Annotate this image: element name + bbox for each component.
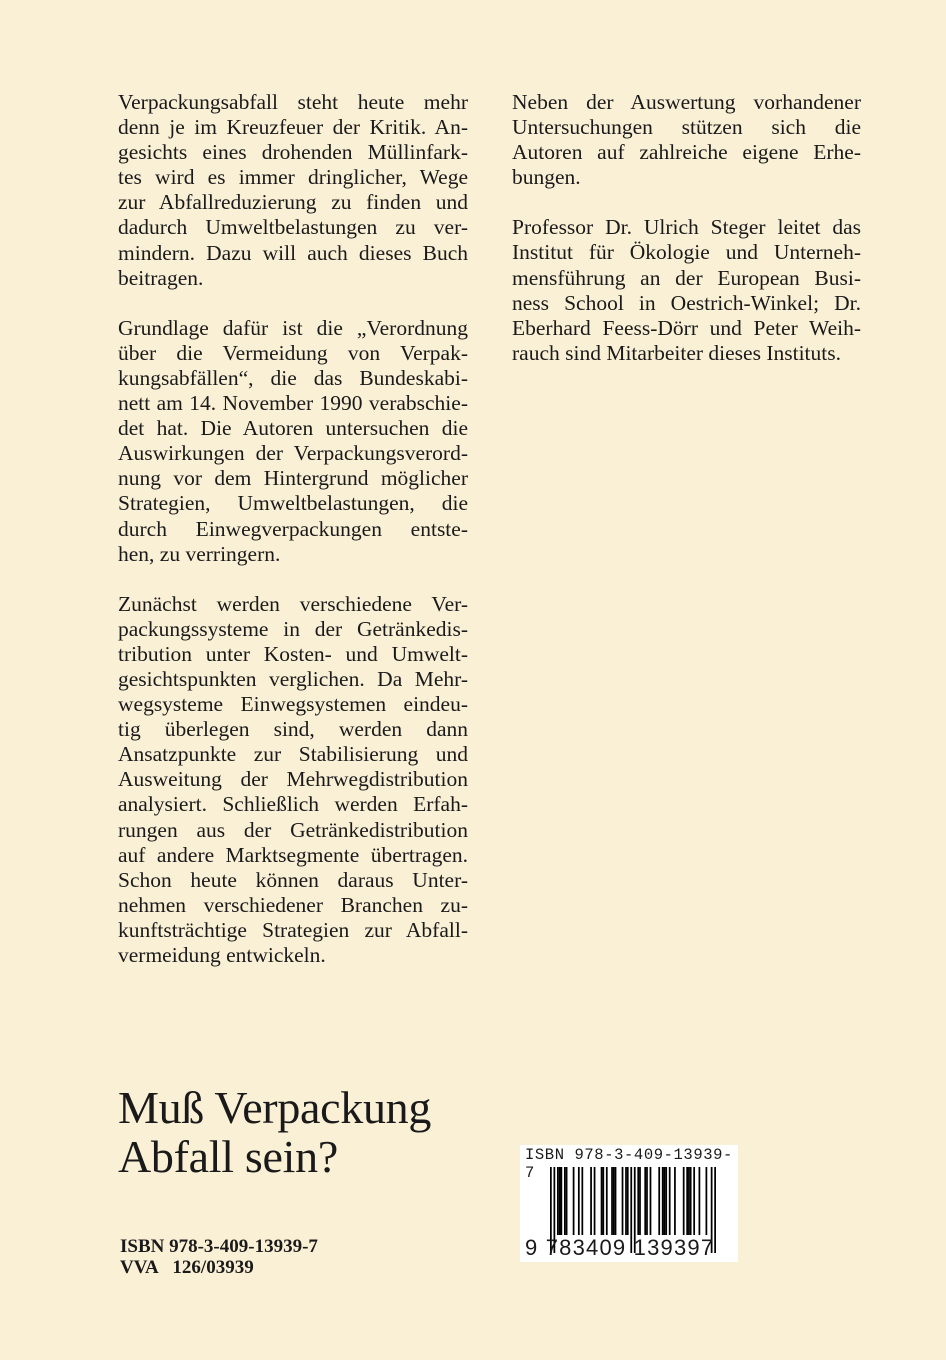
barcode-bar	[602, 1167, 604, 1235]
text-line: analysiert. Schließlich werden Erfah-	[118, 792, 468, 817]
text-line: Zunächst werden verschiedene Ver-	[118, 591, 468, 616]
paragraph	[118, 316, 468, 567]
paragraph	[118, 90, 468, 291]
paragraph	[512, 215, 861, 366]
barcode-bar	[590, 1167, 592, 1235]
barcode-bar	[559, 1167, 561, 1235]
text-line: zur Abfallreduzierung zu finden und	[118, 190, 468, 215]
text-line: auf andere Marktsegmente übertragen.	[118, 842, 468, 867]
text-line: rauch sind Mitarbeiter dieses Instituts.	[512, 340, 841, 365]
text-line: Ausweitung der Mehrwegdistribution	[118, 767, 468, 792]
isbn-barcode	[520, 1145, 738, 1262]
barcode-bar	[706, 1167, 708, 1235]
text-line: Eberhard Feess-Dörr und Peter Weih-	[512, 315, 861, 340]
barcode-bar	[664, 1167, 666, 1235]
book-title	[118, 1083, 431, 1181]
barcode-bar	[564, 1167, 566, 1235]
text-line: dadurch Umweltbelastungen zu ver-	[118, 215, 468, 240]
text-line: Autoren auf zahlreiche eigene Erhe-	[512, 140, 861, 165]
text-line: kungsabfällen“, die das Bundeskabi-	[118, 365, 468, 390]
text-line: mindern. Dazu will auch dieses Buch	[118, 240, 468, 265]
left-column	[118, 90, 468, 993]
barcode-bar	[560, 1167, 562, 1235]
barcode-bar	[615, 1167, 617, 1235]
text-line: Auswirkungen der Verpackungsverord-	[118, 441, 468, 466]
text-line: Grundlage dafür ist die „Verordnung	[118, 315, 468, 340]
vva-text: VVA 126/03939	[120, 1257, 254, 1278]
text-line: gesichtspunkten verglichen. Da Mehr-	[118, 666, 468, 691]
barcode-bar	[581, 1167, 583, 1235]
text-line: gesichts eines drohenden Müllinfark-	[118, 140, 468, 165]
barcode-bar	[665, 1167, 667, 1235]
text-line: rungen aus der Getränkedistribution	[118, 817, 468, 842]
text-line: ness School in Oestrich-Winkel; Dr.	[512, 290, 861, 315]
text-line: Untersuchungen stützen sich die	[512, 115, 861, 140]
text-line: Schon heute können daraus Unter-	[118, 867, 468, 892]
barcode-bar	[690, 1167, 692, 1235]
barcode-bar	[658, 1167, 660, 1235]
title-line-1: Muß Verpackung	[118, 1082, 432, 1133]
text-line: bungen.	[512, 165, 581, 190]
barcode-digits: 9 783409 139397	[525, 1235, 715, 1260]
text-line: tig überlegen sind, werden dann	[118, 717, 468, 742]
barcode-bar	[714, 1167, 716, 1253]
barcode-bar	[601, 1167, 603, 1235]
publisher-codes	[120, 1236, 318, 1278]
barcode-bar	[594, 1167, 596, 1235]
barcode-bar	[573, 1167, 575, 1235]
barcode-bar	[646, 1167, 648, 1235]
text-line: Strategien, Umweltbelastungen, die	[118, 491, 468, 516]
text-line: denn je im Kreuzfeuer der Kritik. An-	[118, 115, 468, 140]
text-line: vermeidung entwickeln.	[118, 943, 326, 967]
barcode-bar	[644, 1167, 646, 1235]
text-line: tribution unter Kosten- und Umwelt-	[118, 641, 468, 666]
barcode-bar	[688, 1167, 690, 1235]
text-line: Neben der Auswertung vorhandener	[512, 90, 861, 114]
barcode-bar	[669, 1167, 671, 1235]
barcode-isbn-label: ISBN 978-3-409-13939-7	[525, 1146, 733, 1182]
barcode-bar	[557, 1167, 559, 1235]
text-line: mensführung an der European Busi-	[512, 265, 861, 290]
text-line: beitragen.	[118, 265, 204, 290]
barcode-bar	[686, 1167, 688, 1235]
barcode-bar	[566, 1167, 568, 1235]
text-line: nehmen verschiedener Branchen zu-	[118, 892, 468, 917]
text-line: det hat. Die Autoren untersuchen die	[118, 416, 468, 441]
barcode-bar	[627, 1167, 629, 1235]
paragraph	[118, 592, 468, 968]
isbn-text: ISBN 978-3-409-13939-7	[120, 1236, 318, 1257]
barcode-bar	[613, 1167, 615, 1235]
text-line: über die Vermeidung von Verpak-	[118, 340, 468, 365]
text-line: hen, zu verringern.	[118, 541, 281, 566]
text-line: wegsysteme Einwegsystemen eindeu-	[118, 692, 468, 717]
text-line: Institut für Ökologie und Unterneh-	[512, 240, 861, 265]
barcode-bar	[637, 1167, 639, 1235]
text-line: Verpackungsabfall steht heute mehr	[118, 90, 468, 114]
right-column	[512, 90, 861, 391]
text-line: Professor Dr. Ulrich Steger leitet das	[512, 215, 861, 240]
barcode-bar	[683, 1167, 685, 1235]
barcode-bar	[662, 1167, 664, 1235]
title-line-2: Abfall sein?	[118, 1131, 338, 1182]
barcode-bar	[578, 1167, 580, 1235]
text-line: packungssysteme in der Getränkedis-	[118, 616, 468, 641]
paragraph	[512, 90, 861, 190]
barcode-bar	[674, 1167, 676, 1235]
barcode-bar	[699, 1167, 701, 1235]
barcode-bar	[625, 1167, 627, 1235]
text-line: nung vor dem Hintergrund möglicher	[118, 466, 468, 491]
barcode-bar	[650, 1167, 652, 1235]
barcode-bar	[693, 1167, 695, 1235]
text-line: tes wird es immer dringlicher, Wege	[118, 165, 468, 190]
text-line: nett am 14. November 1990 verabschie-	[118, 391, 468, 416]
text-line: kunftsträchtige Strategien zur Abfall-	[118, 917, 468, 942]
barcode-bar	[606, 1167, 608, 1235]
barcode-bar	[622, 1167, 624, 1235]
text-line: Ansatzpunkte zur Stabilisierung und	[118, 742, 468, 767]
barcode-bar	[611, 1167, 613, 1235]
text-line: durch Einwegverpackungen entste-	[118, 516, 468, 541]
barcode-bar	[639, 1167, 641, 1235]
